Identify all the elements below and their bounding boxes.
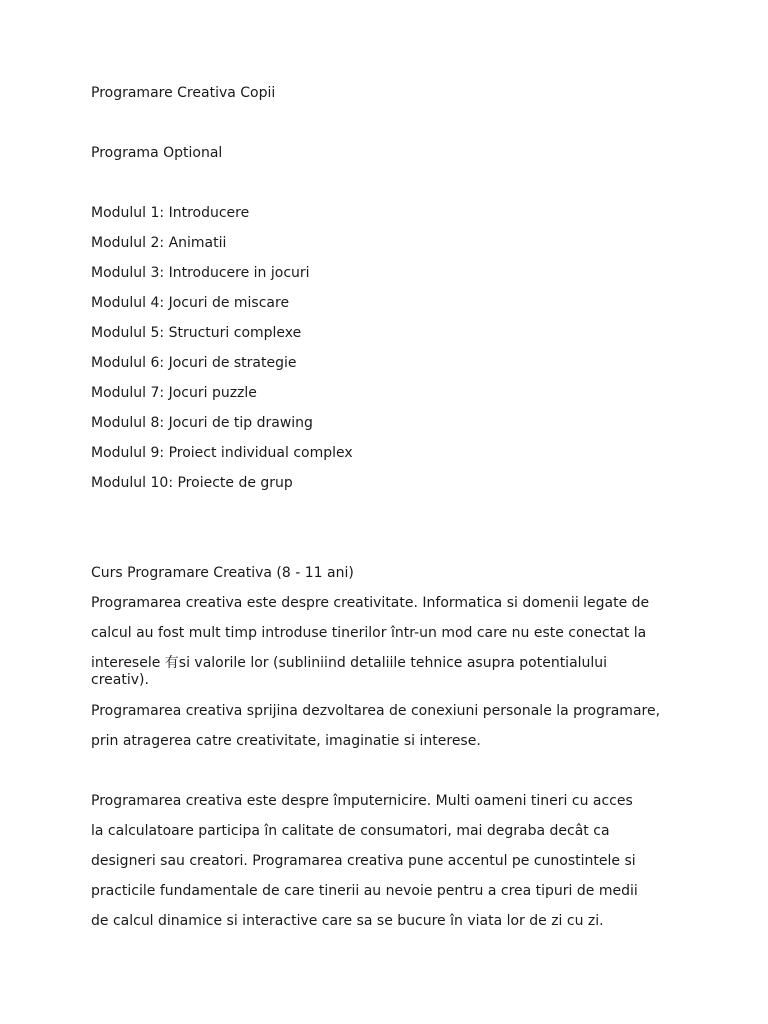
module-item: Modulul 4: Jocuri de miscare bbox=[91, 295, 290, 311]
paragraph-line: designeri sau creatori. Programarea creativa pune accentul pe cunostintele si bbox=[91, 853, 636, 869]
paragraph-line: prin atragerea catre creativitate, imaginatie si interese. bbox=[91, 733, 481, 749]
paragraph-line: la calculatoare participa în calitate de consumatori, mai degraba decât ca bbox=[91, 823, 610, 839]
module-item: Modulul 1: Introducere bbox=[91, 205, 250, 221]
course-heading: Curs Programare Creativa (8 - 11 ani) bbox=[91, 565, 354, 581]
module-item: Modulul 7: Jocuri puzzle bbox=[91, 385, 257, 401]
paragraph-line: Programarea creativa este despre creativitate. Informatica si domenii legate de bbox=[91, 595, 650, 611]
module-item: Modulul 2: Animatii bbox=[91, 235, 227, 251]
paragraph-line: practicile fundamentale de care tinerii au nevoie pentru a crea tipuri de medii bbox=[91, 883, 638, 899]
paragraph-line: Programarea creativa este despre împuternicire. Multi oameni tineri cu acces bbox=[91, 793, 633, 809]
module-item: Modulul 10: Proiecte de grup bbox=[91, 475, 293, 491]
paragraph-line: calcul au fost mult timp introduse tinerilor într-un mod care nu este conectat la bbox=[91, 625, 647, 641]
module-item: Modulul 9: Proiect individual complex bbox=[91, 445, 353, 461]
paragraph-line: interesele 有si valorile lor (subliniind detaliile tehnice asupra potentialului creativ). bbox=[91, 655, 608, 688]
document-subtitle: Programa Optional bbox=[91, 145, 223, 161]
module-item: Modulul 5: Structuri complexe bbox=[91, 325, 302, 341]
paragraph-line: Programarea creativa sprijina dezvoltarea de conexiuni personale la programare, bbox=[91, 703, 661, 719]
module-item: Modulul 6: Jocuri de strategie bbox=[91, 355, 297, 371]
module-item: Modulul 3: Introducere in jocuri bbox=[91, 265, 310, 281]
paragraph-line: de calcul dinamice si interactive care sa se bucure în viata lor de zi cu zi. bbox=[91, 913, 604, 929]
module-item: Modulul 8: Jocuri de tip drawing bbox=[91, 415, 313, 431]
document-title: Programare Creativa Copii bbox=[91, 85, 276, 101]
